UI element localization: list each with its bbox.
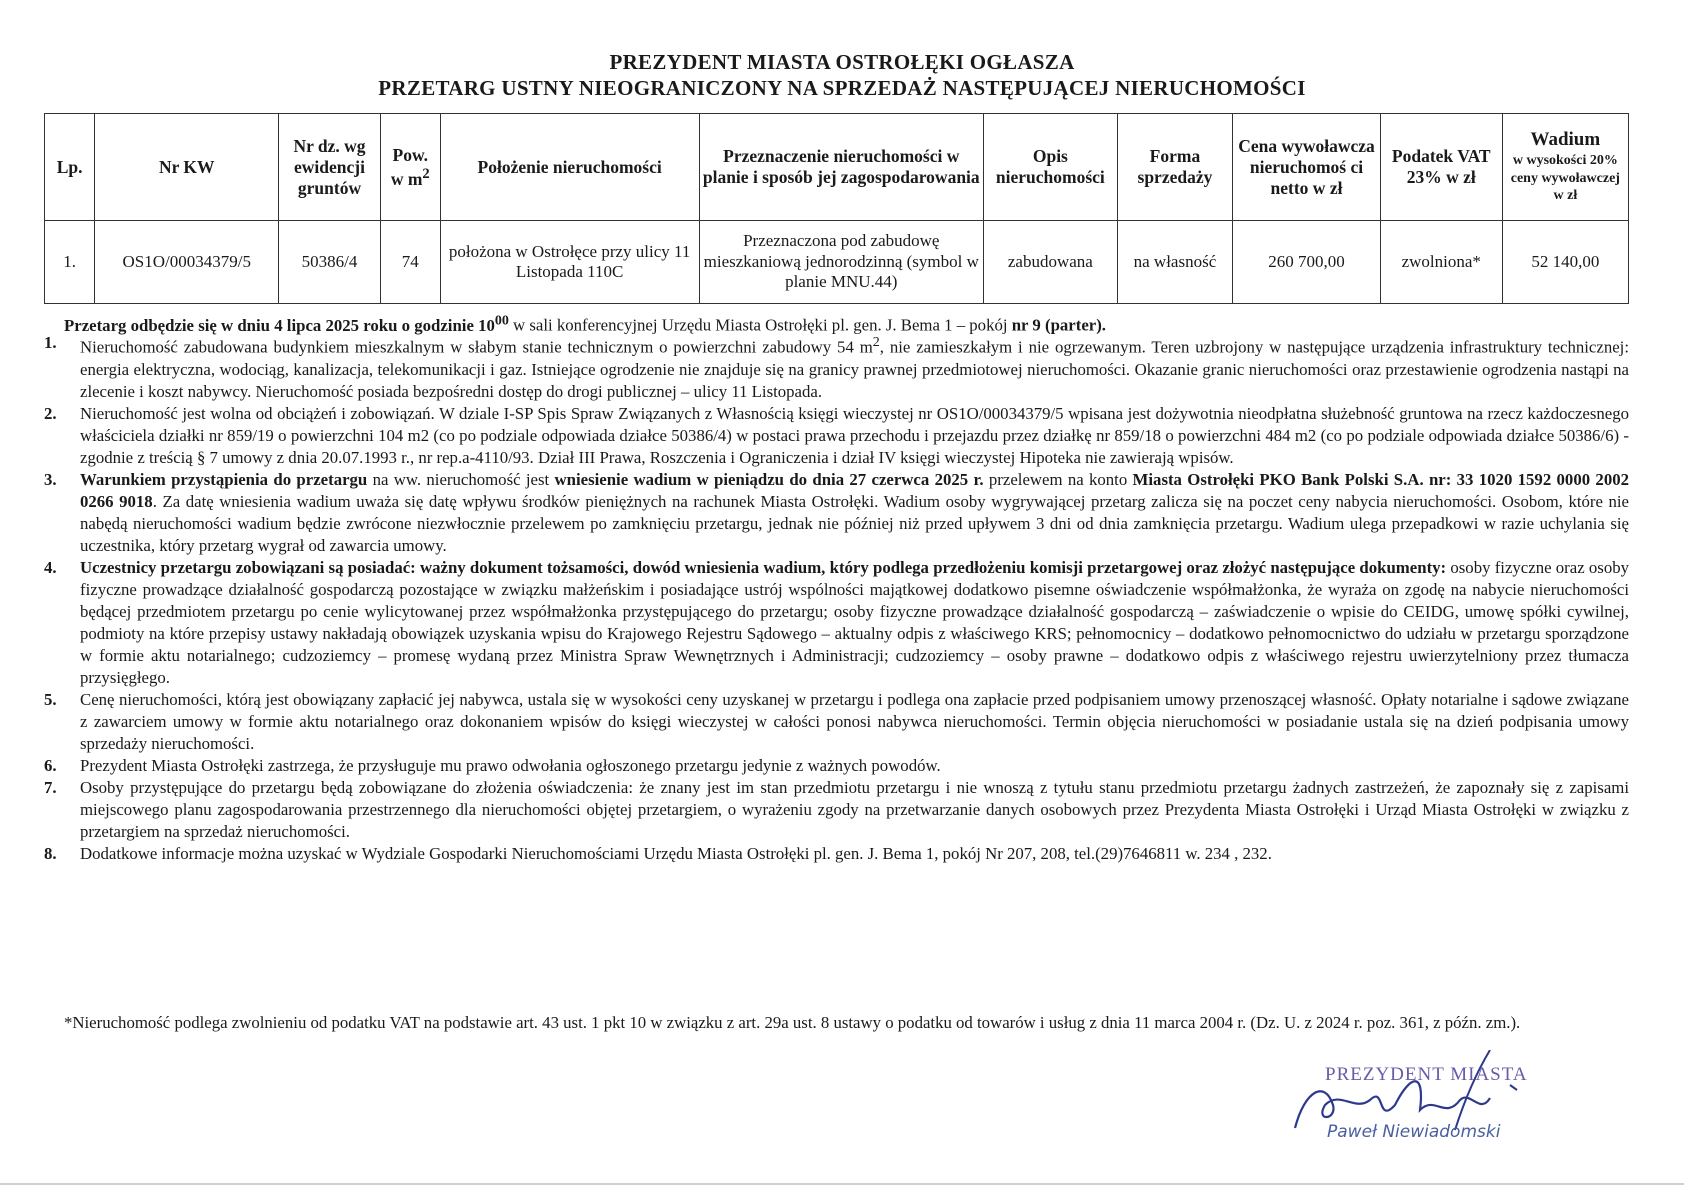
header-przeznaczenie: Przeznaczenie nieruchomości w planie i sposób jej zagospodarowania bbox=[699, 114, 983, 221]
cell-kw: OS1O/00034379/5 bbox=[95, 221, 279, 304]
cell-dz: 50386/4 bbox=[279, 221, 381, 304]
auction-place: w sali konferencyjnej Urzędu Miasta Ostrołęki pl. gen. J. Bema 1 – pokój bbox=[508, 315, 1012, 335]
list-item: 2. Nieruchomość jest wolna od obciążeń i zobowiązań. W dziale I-SP Spis Spraw Związanych z Własnością księgi wieczystej nr OS1O/00034379/5 wpisana jest dożywotnia nieodpłatna służebność gruntowa na rzecz każdoczesnego właściciela działki nr 859/19 o powierzchni 104 m2 (co po podziale odpowiada działce 50386/4) w postaci prawa przechodu i przejazdu przez działkę nr 859/18 o powierzchni 484 m2 (co po podziale odpowiada działce 50386/6) - zgodnie z treścią § 7 umowy z dnia 20.07.1993 r., nr rep.a-4110/93. Dział III Prawa, Roszczenia i Ograniczenia i dział IV księgi wieczystej Hipoteka nie zawierają wpisów. bbox=[44, 403, 1629, 467]
item-number: 1. bbox=[44, 333, 57, 352]
cell-vat: zwolniona* bbox=[1380, 221, 1502, 304]
auction-date-bold: Przetarg odbędzie się w dniu 4 lipca 2025 roku o godzinie $10^{00}$ bbox=[64, 313, 509, 335]
signature-block bbox=[1285, 1050, 1545, 1140]
table-header-row bbox=[45, 114, 1629, 221]
conditions-list bbox=[44, 332, 1629, 865]
auction-room: nr 9 (parter). bbox=[1011, 315, 1107, 335]
header-wadium bbox=[1502, 114, 1628, 221]
header-pow-label: Pow. bbox=[392, 144, 428, 165]
header-wadium-sub: w wysokości 20% ceny wywoławczej w zł bbox=[1510, 153, 1620, 204]
list-item: 3. Warunkiem przystąpienia do przetargu na ww. nieruchomość jest wniesienie wadium w pieniądzu do dnia 27 czerwca 2025 r. przelewem na konto Miasta Ostrołęki PKO Bank Polski S.A. nr: 33 1020 1592 0000 2002 0266 9018. Za datę wniesienia wadium uważa się datę wpływu środków pieniężnych na rachunek Miasta Ostrołęki. Wadium osoby wygrywającej przetarg zalicza się na poczet ceny nabycia nieruchomości. Osobom, które nie nabędą nieruchomości wadium będzie zwrócone niezwłocznie przelewem po zamknięciu przetargu, jednak nie później niż przed upływem 3 dni od dnia zamknięcia przetargu. Wadium ulega przepadkowi w razie uchylania się uczestnika, który przetarg wygrał od zawarcia umowy. bbox=[44, 469, 1629, 555]
header-kw: Nr KW bbox=[95, 114, 279, 221]
item-number: 5. bbox=[44, 689, 57, 709]
header-polozenie: Położenie nieruchomości bbox=[440, 114, 699, 221]
list-item: 4. Uczestnicy przetargu zobowiązani są posiadać: ważny dokument tożsamości, dowód wniesienia wadium, który podlega przedłożeniu komisji przetargowej oraz złożyć następujące dokumenty: osoby fizyczne oraz osoby fizyczne prowadzące działalność gospodarczą pozostające w związku małżeńskim i posiadające ustrój wspólności majątkowej dodatkowo pisemne oświadczenie współmałżonka, że wyraża on zgodę na nabycie nieruchomości będącej przedmiotem przetargu po cenie wylicytowanej przez współmałżonka przystępującego do przetargu; osoby fizyczne prowadzące działalność gospodarczą – zaświadczenie o wpisie do CEIDG, umowę spółki cywilnej, podmioty na które przepisy ustawy nakładają obowiązek uzyskania wpisu do Krajowego Rejestru Sądowego – aktualny odpis z właściwego KRS; pełnomocnicy – dodatkowo pełnomocnictwo do udziału w przetargu sporządzone w formie aktu notarialnego; cudzoziemcy – promesę wydaną przez Ministra Spraw Wewnętrznych i Administracji; cudzoziemcy – osoby prawne – dodatkowo odpis z właściwego rejestru uwierzytelniony przez tłumacza przysięgłego. bbox=[44, 557, 1629, 687]
list-item: 6. Prezydent Miasta Ostrołęki zastrzega, że przysługuje mu prawo odwołania ogłoszonego przetargu jedynie z ważnych powodów. bbox=[44, 755, 941, 775]
cell-forma: na własność bbox=[1117, 221, 1233, 304]
header-pow bbox=[380, 114, 440, 221]
header-wadium-label: Wadium bbox=[1530, 129, 1601, 151]
property-table bbox=[44, 113, 1629, 304]
cell-polozenie: położona w Ostrołęce przy ulicy 11 Listopada 110C bbox=[440, 221, 699, 304]
item-number: 3. bbox=[44, 469, 57, 489]
header-vat: Podatek VAT 23% w zł bbox=[1380, 114, 1502, 221]
list-item: 8. Dodatkowe informacje można uzyskać w Wydziale Gospodarki Nieruchomościami Urzędu Miasta Ostrołęki pl. gen. J. Bema 1, pokój Nr 207, 208, tel.(29)7646811 w. 234 , 232. bbox=[44, 843, 1272, 863]
cell-przeznaczenie: Przeznaczona pod zabudowę mieszkaniową jednorodzinną (symbol w planie MNU.44) bbox=[699, 221, 983, 304]
header-lp: Lp. bbox=[45, 114, 95, 221]
list-item: 5. Cenę nieruchomości, którą jest obowiązany zapłacić jej nabywca, ustala się w wysokości ceny uzyskanej w przetargu i podlega ona zapłacie przed podpisaniem umowy przenoszącej własność. Opłaty notarialne i sądowe związane z zawarciem umowy w formie aktu notarialnego oraz dokonaniem wpisów do księgi wieczystej w całości ponosi nabywca nieruchomości. Termin objęcia nieruchomości w posiadanie ustala się na dzień podpisania umowy sprzedaży nieruchomości. bbox=[44, 689, 1629, 753]
item-number: 4. bbox=[44, 557, 57, 577]
header-line-1: PREZYDENT MIASTA OSTROŁĘKI OGŁASZA bbox=[609, 50, 1075, 74]
cell-pow: 74 bbox=[380, 221, 440, 304]
header-dz: Nr dz. wg ewidencji gruntów bbox=[279, 114, 381, 221]
header-forma: Forma sprzedaży bbox=[1117, 114, 1233, 221]
table-row bbox=[45, 221, 1629, 304]
cell-opis: zabudowana bbox=[984, 221, 1118, 304]
item-number: 7. bbox=[44, 777, 57, 797]
bottom-divider bbox=[0, 1183, 1684, 1185]
list-item: 7. Osoby przystępujące do przetargu będą zobowiązane do złożenia oświadczenia: że znany jest im stan przedmiotu przetargu i nie wnoszą z tytułu stanu przedmiotu przetargu żadnych zastrzeżeń, że zapoznały się z zapisami miejscowego planu zagospodarowania przestrzennego dla nieruchomości objętej przetargiem, o wyrażeniu zgody na przetwarzanie danych osobowych przez Prezydenta Miasta Ostrołęki i Urząd Miasta Ostrołęki w związku z przetargiem na sprzedaż nieruchomości. bbox=[44, 777, 1629, 841]
header-opis: Opis nieruchomości bbox=[984, 114, 1118, 221]
list-item: 1. Nieruchomość zabudowana budynkiem mieszkalnym w słabym stanie technicznym o powierzchni zabudowy 54 $m^2$, nie zamieszkałym i nie ogrzewanym. Teren uzbrojony w następujące urządzenia infrastruktury technicznej: energia elektryczna, wodociąg, kanalizacja, telekomunikacji i gaz. Istniejące ogrodzenie nie znajduje się na granicy prawnej przedmiotowej nieruchomości. Okazanie granic nieruchomości oraz przestawienie ogrodzenia nastąpi na zlecenie i koszt nabywcy. Nieruchomość posiada bezpośredni dostęp do drogi publicznej – ulicy 11 Listopada. bbox=[44, 333, 1629, 401]
header-line-2: PRZETARG USTNY NIEOGRANICZONY NA SPRZEDAŻ NASTĘPUJĄCEJ NIERUCHOMOŚCI bbox=[378, 76, 1306, 100]
item-number: 8. bbox=[44, 843, 57, 863]
vat-footnote: *Nieruchomość podlega zwolnieniu od podatku VAT na podstawie art. 43 ust. 1 pkt 10 w związku z art. 29a ust. 8 ustawy o podatku od towarów i usług z dnia 11 marca 2004 r. (Dz. U. z 2024 r. poz. 361, z późn. zm.). bbox=[64, 1013, 1521, 1032]
signature-stamp-title: PREZYDENT MIASTA bbox=[1325, 1064, 1528, 1085]
cell-cena: 260 700,00 bbox=[1233, 221, 1381, 304]
cell-lp: 1. bbox=[45, 221, 95, 304]
header-cena: Cena wywoławcza nieruchomoś ci netto w zł bbox=[1233, 114, 1381, 221]
item-number: 6. bbox=[44, 755, 57, 775]
signature-name: Paweł Niewiadomski bbox=[1327, 1122, 1501, 1142]
cell-wadium: 52 140,00 bbox=[1502, 221, 1628, 304]
header-pow-sup: 2 bbox=[422, 165, 430, 182]
header-pow-unit: w m bbox=[390, 168, 423, 189]
item-number: 2. bbox=[44, 403, 57, 423]
